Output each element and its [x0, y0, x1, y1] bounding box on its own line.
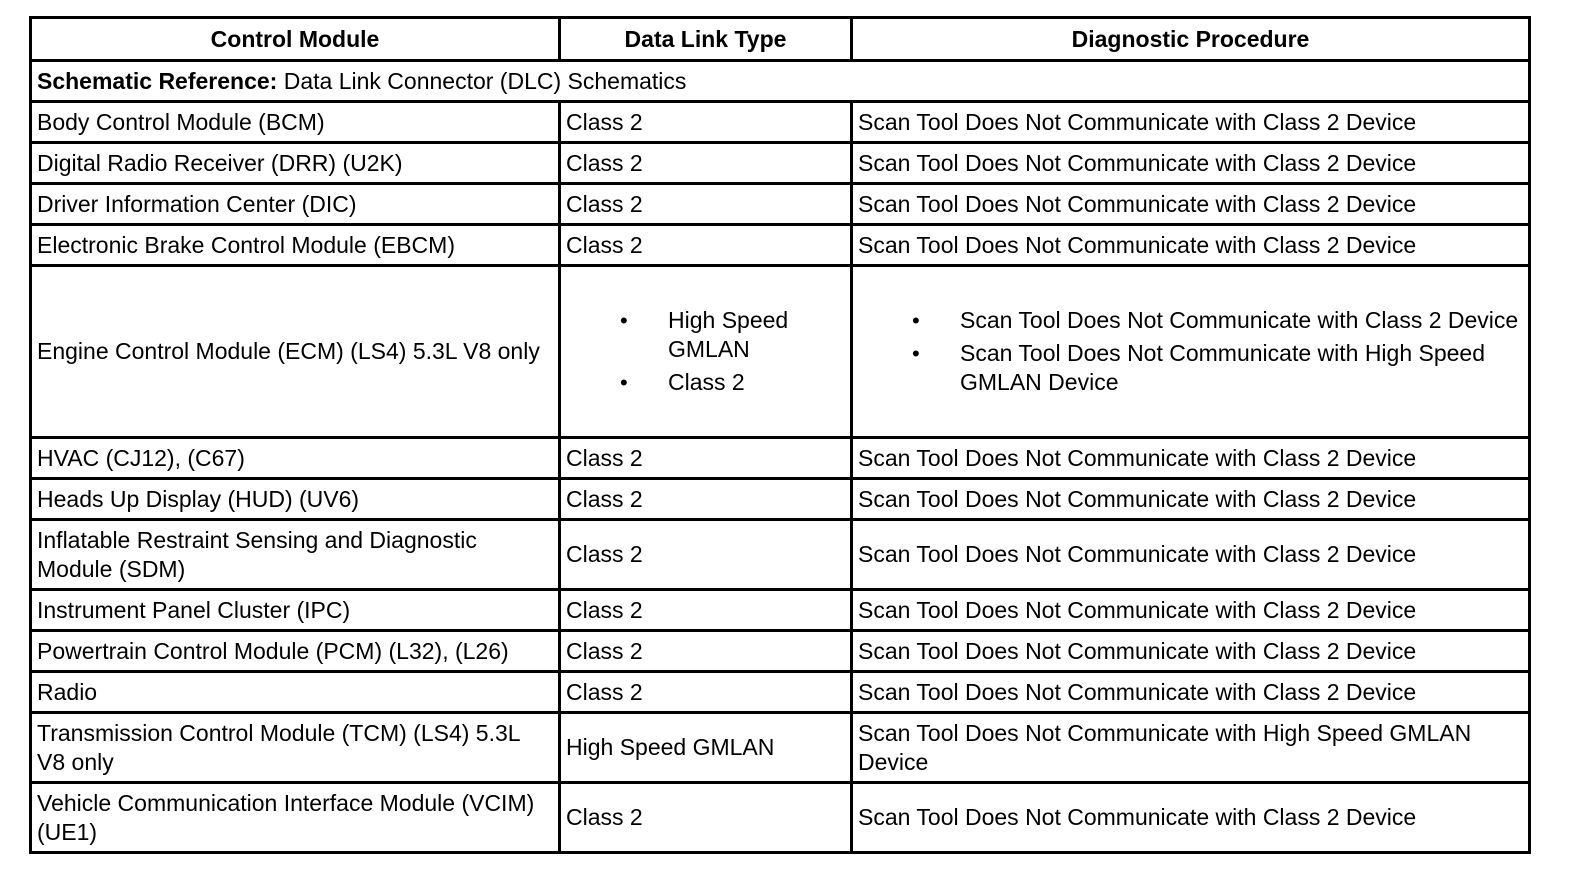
module-cell: Heads Up Display (HUD) (UV6) — [31, 479, 560, 520]
procedure-cell[interactable]: Scan Tool Does Not Communicate with Class 2 Device — [852, 143, 1530, 184]
link-type-cell: Class 2 — [560, 631, 852, 672]
list-item — [858, 339, 1523, 397]
link-type-cell: Class 2 — [560, 184, 852, 225]
module-cell: Engine Control Module (ECM) (LS4) 5.3L V8 only — [31, 266, 560, 438]
list-item — [858, 306, 1523, 335]
schematic-reference-link[interactable]: Data Link Connector (DLC) Schematics — [283, 67, 687, 94]
module-cell: Powertrain Control Module (PCM) (L32), (L26) — [31, 631, 560, 672]
table-row — [31, 438, 1530, 479]
table-row — [31, 590, 1530, 631]
procedure-cell[interactable]: Scan Tool Does Not Communicate with Class 2 Device — [852, 184, 1530, 225]
list-item — [566, 306, 845, 364]
header-row — [31, 18, 1530, 61]
procedure-link[interactable]: Scan Tool Does Not Communicate with Class 2 Device — [960, 307, 1519, 333]
module-cell: HVAC (CJ12), (C67) — [31, 438, 560, 479]
table-row — [31, 713, 1530, 783]
module-cell: Electronic Brake Control Module (EBCM) — [31, 225, 560, 266]
link-type-cell: Class 2 — [560, 672, 852, 713]
table-row — [31, 184, 1530, 225]
link-type-cell — [560, 266, 852, 438]
link-type-list — [566, 306, 845, 397]
table-row — [31, 783, 1530, 853]
procedure-cell[interactable]: Scan Tool Does Not Communicate with Class 2 Device — [852, 102, 1530, 143]
header-data-link-type: Data Link Type — [560, 18, 852, 61]
module-cell: Digital Radio Receiver (DRR) (U2K) — [31, 143, 560, 184]
table-row — [31, 143, 1530, 184]
header-control-module: Control Module — [31, 18, 560, 61]
procedure-cell[interactable]: Scan Tool Does Not Communicate with Class 2 Device — [852, 438, 1530, 479]
header-diagnostic-procedure: Diagnostic Procedure — [852, 18, 1530, 61]
procedure-cell[interactable]: Scan Tool Does Not Communicate with Class 2 Device — [852, 225, 1530, 266]
procedure-cell — [852, 266, 1530, 438]
link-type-cell: High Speed GMLAN — [560, 713, 852, 783]
table-row-ecm — [31, 266, 1530, 438]
module-cell: Inflatable Restraint Sensing and Diagnostic Module (SDM) — [31, 520, 560, 590]
procedure-link[interactable]: Scan Tool Does Not Communicate with High Speed GMLAN Device — [960, 340, 1486, 395]
schematic-reference-cell — [31, 61, 1530, 102]
table-row — [31, 672, 1530, 713]
table-row — [31, 520, 1530, 590]
procedure-cell[interactable]: Scan Tool Does Not Communicate with Class 2 Device — [852, 672, 1530, 713]
bullet-icon: • — [620, 370, 628, 395]
link-type-text: Class 2 — [668, 369, 745, 395]
bullet-icon: • — [912, 341, 920, 366]
link-type-text: High Speed GMLAN — [668, 307, 789, 362]
module-cell: Body Control Module (BCM) — [31, 102, 560, 143]
procedure-cell[interactable]: Scan Tool Does Not Communicate with Class 2 Device — [852, 479, 1530, 520]
module-cell: Radio — [31, 672, 560, 713]
link-type-cell: Class 2 — [560, 102, 852, 143]
module-cell: Driver Information Center (DIC) — [31, 184, 560, 225]
data-link-table — [29, 16, 1531, 854]
link-type-cell: Class 2 — [560, 783, 852, 853]
procedure-list — [858, 306, 1523, 397]
table-row — [31, 479, 1530, 520]
procedure-cell[interactable]: Scan Tool Does Not Communicate with Class 2 Device — [852, 520, 1530, 590]
procedure-cell[interactable]: Scan Tool Does Not Communicate with Class 2 Device — [852, 783, 1530, 853]
link-type-cell: Class 2 — [560, 590, 852, 631]
table-row — [31, 631, 1530, 672]
link-type-cell: Class 2 — [560, 143, 852, 184]
schematic-reference-row — [31, 61, 1530, 102]
link-type-cell: Class 2 — [560, 479, 852, 520]
module-cell: Transmission Control Module (TCM) (LS4) 5.3L V8 only — [31, 713, 560, 783]
schematic-reference-label: Schematic Reference: — [37, 67, 278, 94]
bullet-icon: • — [912, 308, 920, 333]
procedure-cell[interactable]: Scan Tool Does Not Communicate with Class 2 Device — [852, 631, 1530, 672]
module-cell: Instrument Panel Cluster (IPC) — [31, 590, 560, 631]
table-row — [31, 102, 1530, 143]
procedure-cell[interactable]: Scan Tool Does Not Communicate with Class 2 Device — [852, 590, 1530, 631]
table-row — [31, 225, 1530, 266]
link-type-cell: Class 2 — [560, 520, 852, 590]
procedure-cell[interactable]: Scan Tool Does Not Communicate with High Speed GMLAN Device — [852, 713, 1530, 783]
list-item — [566, 368, 845, 397]
module-cell: Vehicle Communication Interface Module (VCIM) (UE1) — [31, 783, 560, 853]
link-type-cell: Class 2 — [560, 225, 852, 266]
link-type-cell: Class 2 — [560, 438, 852, 479]
bullet-icon: • — [620, 308, 628, 333]
